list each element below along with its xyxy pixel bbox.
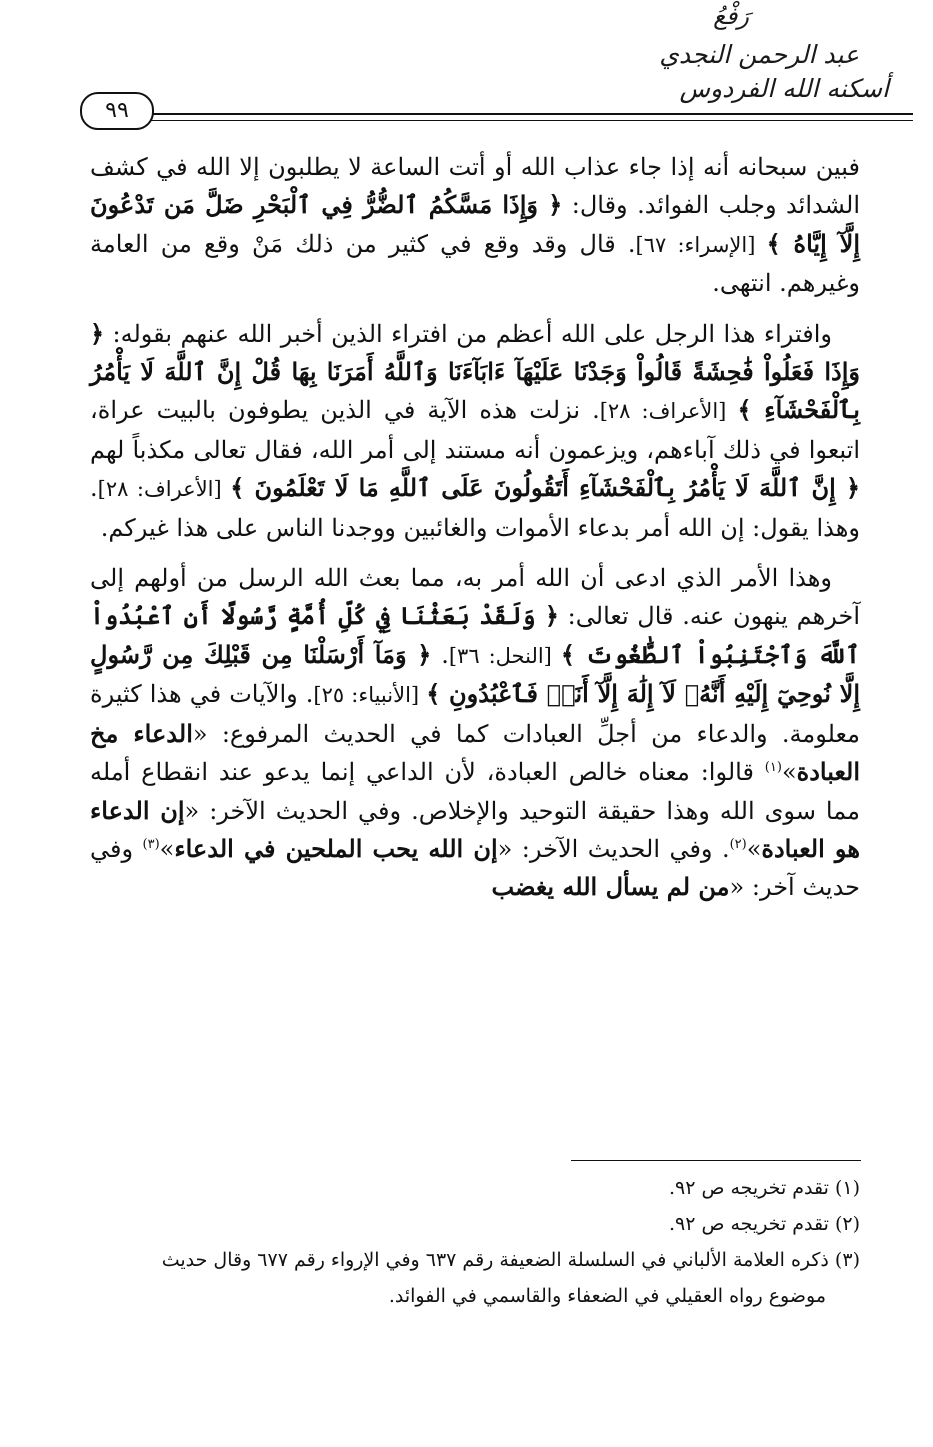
hadith-text: من لم يسأل الله يغضب	[491, 872, 730, 902]
quran-verse: ﴿ وَإِذَا مَسَّكُمُ ٱلضُّرُّ فِي ٱلْبَحْرِ ضَلَّ مَن تَدْعُونَ إِلَّآ إِيَّاهُ ﴾	[90, 190, 860, 258]
text-run: . نزلت هذه الآية في الذين يطوفون بالبيت عراة، اتبعوا في ذلك آباءهم، ويزعمون أنه مستند إلى أمر الله، فقال تعالى مكذباً لهم	[90, 396, 860, 464]
verse-reference: [النحل: ٣٦]	[448, 643, 561, 668]
text-run: . وهذا يقول: إن الله أمر بدعاء الأموات والغائبين ووجدنا الناس على هذا غيركم.	[90, 474, 860, 542]
stamp-line-3: أسكنه الله الفردوس	[679, 74, 889, 103]
text-run: . وفي الحديث الآخر: «	[497, 834, 730, 863]
footnote-3-continued: موضوع رواه العقيلي في الضعفاء والقاسمي في الفوائد.	[388, 1285, 826, 1307]
verse-reference: [الأعراف: ٢٨]	[97, 477, 231, 502]
hadith-text: إن الدعاء هو العبادة	[90, 795, 860, 863]
text-run: . والآيات في هذا كثيرة معلومة. والدعاء من أجلِّ العبادات كما في الحديث المرفوع: «	[90, 680, 860, 748]
hadith-text: إن الله يحب الملحين في الدعاء	[174, 833, 498, 863]
footnote-1: (١) تقدم تخريجه ص ٩٢.	[668, 1177, 860, 1199]
footnote-separator	[571, 1160, 861, 1161]
footnote-marker: (٣)	[142, 836, 160, 852]
library-stamp	[599, 0, 899, 110]
header-rule-thick	[148, 113, 913, 115]
quran-verse: ﴿ وَلَقَدْ بَعَثْنَا فِي كُلِّ أُمَّةٍ رَّسُولًا أَنِ ٱعْبُدُواْ ٱللَّهَ وَٱجْتَنِبُواْ ٱلطَّٰغُوتَ ﴾	[90, 601, 860, 669]
text-run: »	[159, 834, 175, 863]
text-run: وافتراء هذا الرجل على الله أعظم من افتراء الذين أخبر الله عنهم بقوله:	[104, 319, 832, 348]
quran-verse: ﴿ وَمَآ أَرْسَلْنَا مِن قَبْلِكَ مِن رَّسُولٍ إِلَّا نُوحِيٓ إِلَيْهِ أَنَّهُۥ لَآ إِلَٰهَ إِلَّآ أَنَا۠ فَٱعْبُدُونِ ﴾	[90, 639, 860, 709]
footnote-2: (٢) تقدم تخريجه ص ٩٢.	[668, 1213, 860, 1235]
paragraph-1	[90, 148, 860, 303]
paragraph-2	[90, 315, 860, 547]
footnotes	[90, 1172, 860, 1312]
main-text	[90, 148, 860, 919]
text-run: قالوا: معناه خالص العبادة، لأن الداعي إنما يدعو عند انقطاع أمله مما سوى الله وهذا حقيقة التوحيد والإخلاص. وفي الحديث الآخر: «	[90, 758, 860, 825]
verse-reference: [الأعراف: ٢٨]	[599, 399, 738, 424]
text-run: وهذا الأمر الذي ادعى أن الله أمر به، مما بعث الله الرسل من أولهم إلى آخرهم ينهون عنه. قال تعالى:	[90, 564, 861, 631]
text-run: .	[431, 640, 449, 669]
paragraph-3	[90, 559, 860, 907]
footnote-3: (٣) ذكره العلامة الألباني في السلسلة الضعيفة رقم ٦٣٧ وفي الإرواء رقم ٦٧٧ وقال حديث	[161, 1249, 860, 1271]
text-run: »	[781, 758, 797, 787]
verse-reference: [الأنبياء: ٢٥]	[313, 683, 427, 708]
quran-verse: ﴿ إِنَّ ٱللَّهَ لَا يَأْمُرُ بِٱلْفَحْشَآءِ أَتَقُولُونَ عَلَى ٱللَّهِ مَا لَا تَعْلَمُونَ ﴾	[230, 473, 861, 503]
header-rule-thin	[148, 120, 913, 121]
text-run: »	[746, 834, 762, 863]
text-run: . قال وقد وقع في كثير من ذلك مَنْ وقع من العامة وغيرهم. انتهى.	[90, 229, 860, 298]
text-run: فبين سبحانه أنه إذا جاء عذاب الله أو أتت الساعة لا يطلبون إلا الله في كشف الشدائد وجلب الفوائد. وقال:	[90, 153, 861, 220]
footnote-marker: (٢)	[729, 836, 747, 852]
quran-verse: ﴿ وَإِذَا فَعَلُواْ فَٰحِشَةً قَالُواْ وَجَدْنَا عَلَيْهَآ ءَابَآءَنَا وَٱللَّهُ أَمَرَنَا بِهَا قُلْ إِنَّ ٱللَّهَ لَا يَأْمُرُ بِٱلْفَحْشَآءِ ﴾	[90, 318, 860, 425]
stamp-line-1: رَفْعُ	[713, 2, 749, 30]
footnote-marker: (١)	[764, 760, 782, 776]
verse-reference: [الإسراء: ٦٧]	[635, 232, 767, 257]
text-run: وفي حديث آخر: «	[90, 834, 860, 902]
hadith-text: الدعاء مخ العبادة	[90, 718, 860, 787]
page-number: ٩٩	[80, 92, 154, 130]
stamp-line-2: عبد الرحمن النجدي	[659, 40, 859, 69]
